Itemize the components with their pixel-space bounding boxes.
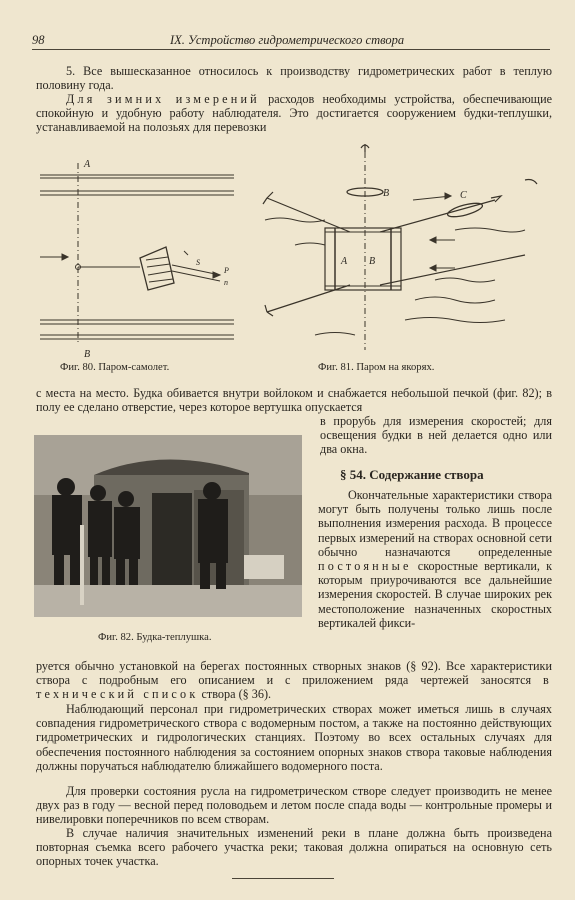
- paragraph-text: скоростные вертикали, к которым приурочиваются все дальнейшие измерения скоростей. В случае широких рек местоположение назначенных скоростных вертикалей фикси-: [318, 559, 553, 630]
- fig81-label-a: А: [341, 256, 348, 267]
- paragraph-text: расходов необходимы устройства, обеспечивающие спокойную и удобную работу наблюдателя. Это достигается сооружением будки-теплушки, устанавливаемой на полозьях для перевозки: [36, 92, 552, 135]
- fig80-label-a: А: [84, 159, 91, 170]
- figure-82-photo: [34, 435, 302, 617]
- fig80-label-b: В: [84, 349, 91, 360]
- paragraph-right-column-ice-hole: в прорубь для измерения скоростей; для освещения будки в ней делается одно или два окна.: [320, 414, 552, 457]
- page-header: [32, 32, 550, 50]
- figure-80-diagram: [38, 155, 238, 365]
- fig80-label-p: P: [224, 266, 229, 275]
- paragraph-text: руется обычно установкой на берегах постоянных створных знаков (§ 92). Все характеристики створа с подробным его описанием и с приложением ряда чертежей заносятся: [36, 659, 552, 688]
- figure-81-diagram: [255, 140, 550, 360]
- paragraph-text: створа (§ 36).: [201, 687, 272, 702]
- figure-82-caption: Фиг. 82. Будка-теплушка.: [98, 632, 212, 643]
- fig81-label-b: В: [383, 188, 390, 199]
- end-rule: [232, 878, 334, 879]
- section-heading-54: § 54. Содержание створа: [340, 467, 484, 482]
- paragraph-hut-description: с места на место. Будка обивается внутри войлоком и снабжается небольшой печкой (фиг. 82); в полу ее сделано отверстие, через которое вертушка опускается: [36, 386, 552, 415]
- fig80-label-n: n: [224, 278, 228, 287]
- paragraph-observing-staff: Наблюдающий персонал при гидрометрических створах может иметься лишь в случаях совпадения гидрометрического створа с водомерным постом, а также на постоянно действующих гидрометрических и гидрологических станциях. Поэтому во всех остальных случаях для обеспечения постоянного наблюдения за состоянием опорных знаков створа таковые наблюдения должны поручаться наблюдателю ближайшего водомерного поста.: [36, 702, 552, 773]
- fig80-label-s: S: [196, 258, 200, 267]
- running-title: IX. Устройство гидрометрического створа: [170, 33, 405, 47]
- paragraph-winter-measurements: [36, 92, 552, 135]
- paragraph-river-changes: В случае наличия значительных изменений реки в плане должна быть произведена повторная съемка всего рабочего участка реки; таковая должна опираться на основную сеть опорных точек участка.: [36, 826, 552, 869]
- spaced-phrase: в технический список: [36, 673, 553, 702]
- spaced-phrase: Для зимних измерений: [66, 92, 260, 106]
- paragraph-station-signs: [36, 659, 552, 702]
- paragraph-text: Окончательные характеристики створа могут быть получены только лишь после выполнения измерения расхода. В процессе первых измерений на створах основной сети обычно назначаются определенные: [318, 488, 552, 559]
- paragraph-station-characteristics: [318, 488, 552, 630]
- paragraph-warm-season: 5. Все вышесказанное относилось к производству гидрометрических работ в теплую половину года.: [36, 64, 552, 93]
- fig81-label-b2: В: [369, 256, 376, 267]
- figure-81-caption: Фиг. 81. Паром на якорях.: [318, 362, 435, 373]
- paragraph-channel-check: Для проверки состояния русла на гидрометрическом створе следует производить не менее двух раз в году — весной перед половодьем и летом после спада воды — контрольные промеры и нивелировки поперечников по всем створам.: [36, 784, 552, 827]
- fig81-label-c: С: [460, 190, 467, 201]
- figure-80-caption: Фиг. 80. Паром-самолет.: [60, 362, 170, 373]
- page-number: 98: [32, 33, 45, 47]
- spaced-phrase: постоянные: [318, 559, 412, 574]
